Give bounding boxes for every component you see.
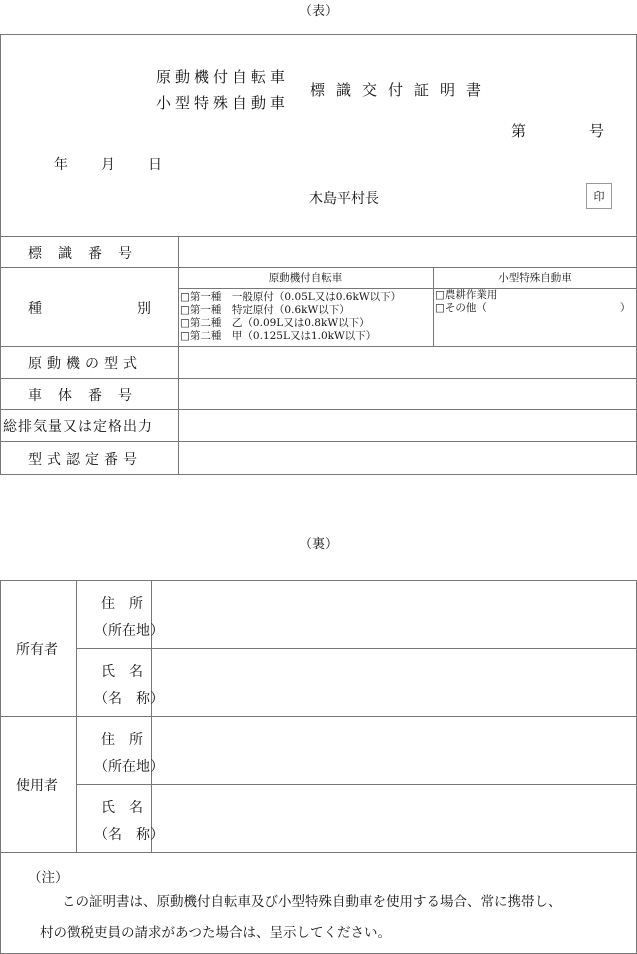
vehicle-type-special: 小型特殊自動車 bbox=[156, 94, 290, 112]
owner-name-sub: （名 称） bbox=[94, 691, 164, 707]
displacement-label: 総排気量又は定格出力 bbox=[3, 419, 153, 435]
special-option-other[interactable]: □その他（ bbox=[435, 302, 487, 314]
user-name-sub: （名 称） bbox=[94, 827, 164, 843]
user-label: 使用者 bbox=[16, 778, 58, 794]
owner-name-label: 氏 名 bbox=[101, 664, 143, 680]
type-approval-label: 型式認定番号 bbox=[28, 452, 142, 468]
number-suffix: 号 bbox=[589, 122, 605, 140]
vehicle-type-moped: 原動機付自転車 bbox=[156, 68, 290, 86]
user-name-label: 氏 名 bbox=[101, 800, 143, 816]
date-day: 日 bbox=[148, 157, 162, 173]
special-option-agri[interactable]: □農耕作業用 bbox=[435, 289, 498, 301]
number-prefix: 第 bbox=[511, 122, 527, 140]
moped-option[interactable]: □第二種 乙（0.09L又は0.8kW以下） bbox=[180, 317, 370, 329]
moped-option[interactable]: □第二種 甲（0.125L又は1.0kW以下） bbox=[180, 330, 377, 342]
back-caption: （裏） bbox=[298, 537, 338, 552]
date-year: 年 bbox=[54, 157, 68, 173]
owner-address-label: 住 所 bbox=[101, 596, 143, 612]
note-line-2: 村の徴税吏員の請求があつた場合は、呈示してください。 bbox=[40, 925, 391, 941]
special-options bbox=[435, 289, 497, 315]
seal-mark: 印 bbox=[586, 183, 612, 209]
owner-address-sub: （所在地） bbox=[94, 623, 164, 639]
certificate-title: 標識交付証明書 bbox=[310, 81, 493, 99]
note-line-1: この証明書は、原動機付自転車及び小型特殊自動車を使用する場合、常に携帯し、 bbox=[62, 894, 562, 910]
moped-options bbox=[180, 291, 401, 343]
user-address-sub: （所在地） bbox=[94, 759, 164, 775]
issuer: 木島平村長 bbox=[309, 191, 379, 207]
plate-number-label: 標識番号 bbox=[28, 246, 148, 262]
close-paren: ） bbox=[620, 302, 631, 314]
moped-header: 原動機付自転車 bbox=[268, 272, 343, 284]
chassis-number-label: 車体番号 bbox=[28, 388, 148, 404]
date-month: 月 bbox=[101, 157, 115, 173]
special-header: 小型特殊自動車 bbox=[498, 272, 572, 284]
front-caption: （表） bbox=[298, 4, 338, 19]
moped-option[interactable]: □第一種 特定原付（0.6kW以下） bbox=[180, 304, 350, 316]
engine-model-label: 原動機の型式 bbox=[28, 356, 142, 372]
moped-option[interactable]: □第一種 一般原付（0.05L又は0.6kW以下） bbox=[180, 291, 402, 303]
owner-label: 所有者 bbox=[16, 642, 58, 658]
note-title: （注） bbox=[28, 870, 69, 886]
category-label: 種 別 bbox=[28, 301, 151, 317]
user-address-label: 住 所 bbox=[101, 732, 143, 748]
